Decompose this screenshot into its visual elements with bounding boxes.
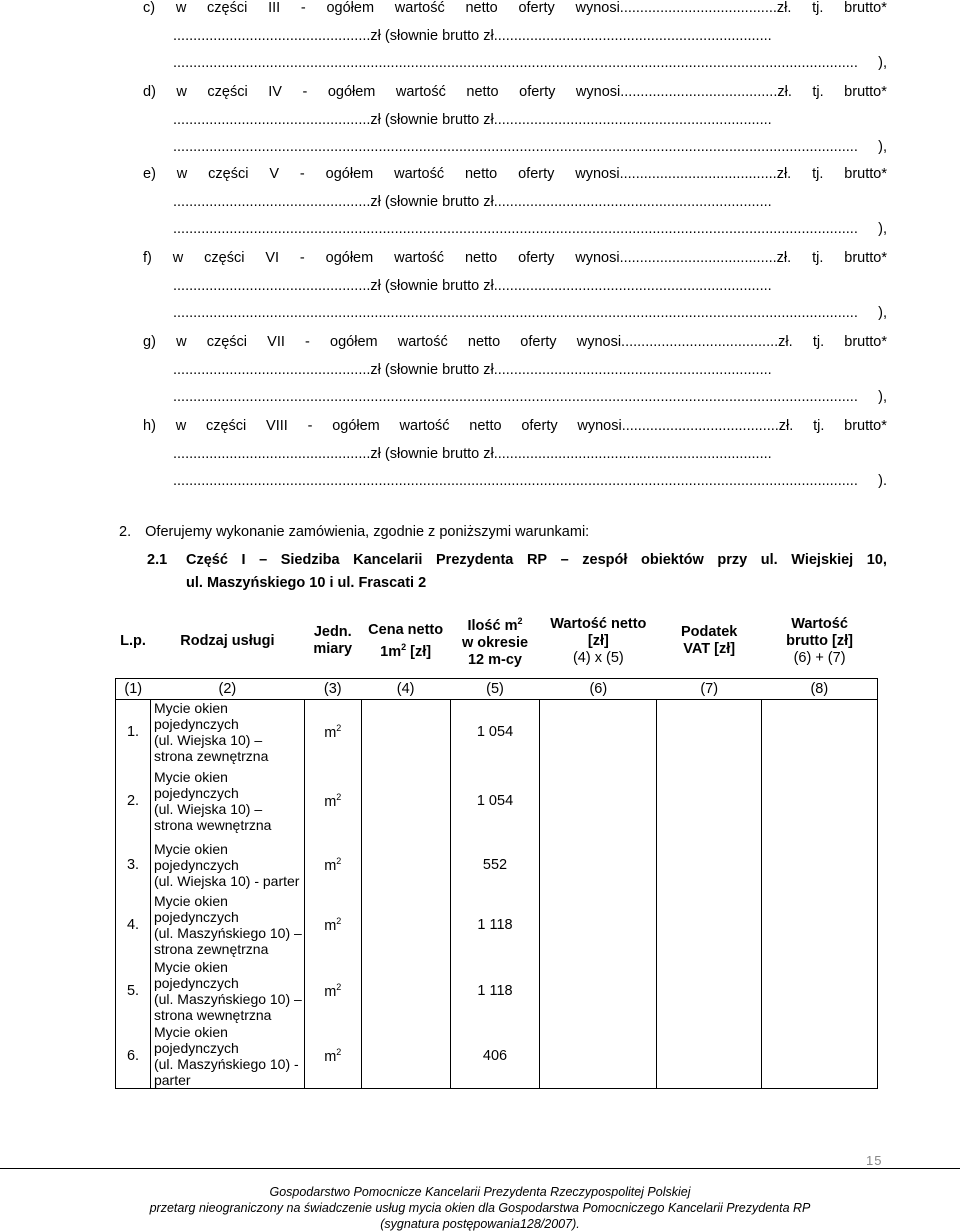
- header-rodzaj: Rodzaj usługi: [180, 632, 275, 649]
- subsection-word: obiektów: [640, 552, 704, 568]
- part-word-wartosc: wartość: [394, 166, 445, 182]
- header-ilosc-line1: Ilość m: [467, 617, 518, 634]
- subsection-word: –: [259, 552, 268, 568]
- part-word-ogolem: ogółem: [325, 166, 374, 182]
- cell-desc-line: pojedynczych: [153, 974, 239, 991]
- part-word-czesci: części: [204, 250, 245, 266]
- subsection-word: I: [241, 552, 246, 568]
- colnum-6: (6): [540, 679, 657, 700]
- cell-desc-line: (ul. Maszyńskiego 10) –: [153, 990, 302, 1007]
- part-word-netto: netto: [467, 334, 501, 350]
- cell-unit: $m^2$: [304, 1024, 361, 1089]
- header-ilosc-line2: w okresie: [461, 634, 529, 651]
- part-word-oferty: oferty: [518, 0, 555, 16]
- part-roman: VII: [267, 334, 285, 350]
- colnum-2: (2): [150, 679, 304, 700]
- cell-desc-line: pojedynczych: [153, 909, 239, 925]
- part-word-w: w: [176, 84, 187, 100]
- part-1: [143, 84, 887, 164]
- cell-price: [361, 765, 450, 837]
- part-word-w: w: [176, 334, 187, 350]
- part-line-1: [143, 250, 887, 266]
- cell-desc-line: pojedynczych: [153, 784, 239, 801]
- cell-desc-line: (ul. Wiejska 10) - parter: [153, 872, 300, 889]
- cell-qty: 1 054: [450, 700, 540, 765]
- part-line-3: [173, 389, 887, 405]
- cell-qty: 552: [450, 837, 540, 893]
- cell-net-value: [540, 958, 657, 1024]
- cell-qty: 1 118: [450, 893, 540, 958]
- cell-unit: $m^2$: [304, 893, 361, 958]
- part-word-wynosi: wynosi.......................................zł.: [575, 166, 792, 182]
- header-lp: L.p.: [120, 632, 146, 649]
- part-word-brutto: brutto*: [844, 166, 887, 182]
- part-line-3-dots: ..........................................................................................................................................................................: [173, 221, 858, 237]
- part-roman: V: [269, 166, 280, 182]
- header-pod-line2: VAT [zł]: [683, 641, 736, 657]
- part-word-oferty: oferty: [521, 418, 558, 434]
- cell-desc-line: Mycie okien: [153, 1023, 228, 1040]
- header-cena-line1: Cena netto: [368, 621, 444, 638]
- table-row: [116, 765, 878, 837]
- header-ilosc: [450, 604, 540, 679]
- cell-desc-line: pojedynczych: [153, 1039, 239, 1056]
- cell-net-value: [540, 837, 657, 893]
- part-word-oferty: oferty: [518, 166, 555, 182]
- cell-desc-line: strona zewnętrzna: [153, 748, 269, 765]
- part-line-3-end: ),: [878, 221, 887, 237]
- subsection-word: Wiejskiej: [791, 552, 854, 568]
- part-roman: VIII: [266, 418, 288, 434]
- cell-unit: $m^2$: [304, 837, 361, 893]
- part-word-netto: netto: [465, 0, 498, 16]
- part-word-brutto: brutto*: [844, 84, 887, 100]
- part-line-3: [173, 55, 887, 71]
- section-2-text: Oferujemy wykonanie zamówienia, zgodnie z poniższymi warunkami:: [145, 524, 590, 540]
- subsection-line-1: [147, 552, 887, 568]
- part-word-tj: tj.: [812, 166, 824, 182]
- cell-vat: [657, 700, 762, 765]
- header-wn-line3: (4) x (5): [572, 649, 624, 666]
- cell-desc-line: Mycie okien: [153, 840, 228, 857]
- part-word-czesci: części: [205, 418, 247, 434]
- cell-vat: [657, 958, 762, 1024]
- part-word-wartosc: wartość: [395, 84, 446, 100]
- header-ilosc-sup: 2: [517, 616, 523, 627]
- cell-price: [361, 837, 450, 893]
- part-line-3-dots: ..........................................................................................................................................................................: [173, 473, 858, 489]
- subsection-word: 10,: [866, 552, 887, 568]
- part-word-ogolem: ogółem: [327, 84, 376, 100]
- part-word-dash: -: [300, 0, 306, 16]
- part-word-wartosc: wartość: [397, 334, 448, 350]
- part-line-3-end: ),: [878, 139, 887, 155]
- header-wb-line3: (6) + (7): [793, 649, 846, 666]
- cell-desc-line: (ul. Wiejska 10) –: [153, 800, 263, 817]
- part-word-brutto: brutto*: [844, 0, 887, 16]
- cell-gross-value: [762, 700, 878, 765]
- cell-net-value: [540, 700, 657, 765]
- part-word-dash: -: [299, 250, 305, 266]
- cell-desc: [150, 958, 304, 1024]
- colnum-7: (7): [657, 679, 762, 700]
- cell-desc-line: strona wewnętrzna: [153, 816, 272, 833]
- subsection-word: zespół: [582, 552, 628, 568]
- header-podatek: [657, 604, 762, 679]
- part-0: [143, 0, 887, 80]
- part-word-wartosc: wartość: [399, 418, 450, 434]
- part-letter: d): [143, 84, 156, 100]
- subsection-2-1-title: [147, 552, 887, 591]
- part-word-w: w: [175, 418, 187, 434]
- part-line-2: .................................................zł (słownie brutto zł.....................................................................: [173, 28, 772, 44]
- cell-unit: $m^2$: [304, 700, 361, 765]
- part-roman: VI: [265, 250, 280, 266]
- cell-price: [361, 893, 450, 958]
- part-line-3: [173, 221, 887, 237]
- part-word-w: w: [175, 0, 187, 16]
- part-line-3-end: ),: [878, 305, 887, 321]
- header-cena-line2b: [zł]: [406, 643, 432, 660]
- cell-price: [361, 958, 450, 1024]
- colnum-1: (1): [116, 679, 151, 700]
- cell-lp: 3.: [116, 837, 151, 893]
- cell-qty: 1 118: [450, 958, 540, 1024]
- part-line-1: [143, 334, 887, 350]
- part-line-1: [143, 84, 887, 100]
- cell-lp: 6.: [116, 1024, 151, 1089]
- part-roman: III: [268, 0, 281, 16]
- cell-unit: $m^2$: [304, 765, 361, 837]
- cell-desc: [150, 837, 304, 893]
- part-word-tj: tj.: [812, 250, 824, 266]
- subsection-number: 2.1 Część: [147, 552, 228, 568]
- cell-qty: 406: [450, 1024, 540, 1089]
- cell-net-value: [540, 765, 657, 837]
- part-word-brutto: brutto*: [844, 418, 887, 434]
- part-word-ogolem: ogółem: [332, 418, 380, 434]
- cell-lp: 2.: [116, 765, 151, 837]
- column-numbers-row: [116, 679, 878, 700]
- part-line-3-end: ),: [878, 55, 887, 71]
- part-word-czesci: części: [207, 0, 248, 16]
- part-word-oferty: oferty: [519, 84, 556, 100]
- part-letter: f): [143, 250, 152, 266]
- part-word-tj: tj.: [812, 84, 824, 100]
- part-word-czesci: części: [208, 166, 249, 182]
- section-2: [119, 524, 589, 540]
- cell-gross-value: [762, 765, 878, 837]
- header-cena: [361, 604, 450, 679]
- part-word-netto: netto: [464, 250, 498, 266]
- cell-desc-line: pojedynczych: [153, 856, 239, 873]
- cell-net-value: [540, 893, 657, 958]
- header-cena-line2: 1m: [380, 643, 402, 660]
- part-word-wynosi: wynosi.......................................zł.: [575, 250, 792, 266]
- part-word-dash: -: [305, 334, 310, 350]
- cell-desc: [150, 700, 304, 765]
- part-line-3-end: ).: [878, 473, 887, 489]
- cell-price: [361, 700, 450, 765]
- part-4: [143, 334, 887, 414]
- part-word-wynosi: wynosi.......................................zł.: [575, 0, 792, 16]
- part-word-w: w: [176, 166, 188, 182]
- cell-desc-line: (ul. Maszyńskiego 10) -: [153, 1055, 299, 1072]
- part-word-ogolem: ogółem: [326, 0, 375, 16]
- part-roman: IV: [268, 84, 282, 100]
- part-3: [143, 250, 887, 330]
- part-word-brutto: brutto*: [844, 250, 887, 266]
- cell-vat: [657, 765, 762, 837]
- footer: [0, 1184, 960, 1232]
- footer-divider: [0, 1168, 960, 1169]
- header-ilosc-line3: 12 m-cy: [467, 651, 522, 668]
- header-cena-sup: 2: [401, 641, 407, 652]
- table-header-row: [116, 604, 878, 679]
- part-letter: c): [143, 0, 156, 16]
- part-line-3-dots: ..........................................................................................................................................................................: [173, 139, 858, 155]
- colnum-5: (5): [450, 679, 540, 700]
- colnum-8: (8): [762, 679, 878, 700]
- table-row: [116, 893, 878, 958]
- cell-lp: 4.: [116, 893, 151, 958]
- colnum-3: (3): [304, 679, 361, 700]
- section-2-number: 2.: [119, 524, 132, 540]
- subsection-word: Kancelarii: [353, 552, 423, 568]
- header-wb-line1: Wartość: [791, 615, 848, 632]
- part-word-netto: netto: [466, 84, 499, 100]
- page-number: 15: [866, 1153, 883, 1168]
- subsection-word: Siedziba: [280, 552, 340, 568]
- footer-line-1: Gospodarstwo Pomocnicze Kancelarii Prezydenta Rzeczypospolitej Polskiej: [269, 1185, 691, 1199]
- header-wartosc-netto: [540, 604, 657, 679]
- cell-lp: 5.: [116, 958, 151, 1024]
- part-line-2: .................................................zł (słownie brutto zł.....................................................................: [173, 278, 772, 294]
- part-word-ogolem: ogółem: [325, 250, 374, 266]
- header-jedn: [304, 604, 361, 679]
- subsection-word: Prezydenta: [436, 552, 514, 568]
- part-word-wartosc: wartość: [394, 0, 445, 16]
- part-word-netto: netto: [464, 166, 498, 182]
- cell-desc-line: strona wewnętrzna: [153, 1006, 272, 1023]
- cell-qty: 1 054: [450, 765, 540, 837]
- cell-vat: [657, 893, 762, 958]
- header-wartosc-brutto: [762, 604, 878, 679]
- part-word-tj: tj.: [813, 418, 825, 434]
- part-line-3-dots: ..........................................................................................................................................................................: [173, 389, 858, 405]
- cell-desc-line: (ul. Wiejska 10) –: [153, 732, 263, 749]
- cell-desc-line: Mycie okien: [153, 768, 228, 785]
- part-line-3: [173, 139, 887, 155]
- cell-desc-line: Mycie okien: [153, 958, 228, 975]
- cell-desc-line: Mycie okien: [153, 700, 228, 717]
- cell-desc-line: parter: [153, 1071, 191, 1088]
- cell-gross-value: [762, 1024, 878, 1089]
- cell-price: [361, 1024, 450, 1089]
- colnum-4: (4): [361, 679, 450, 700]
- part-line-3: [173, 305, 887, 321]
- part-5: [143, 418, 887, 498]
- part-line-3-dots: ..........................................................................................................................................................................: [173, 55, 858, 71]
- part-word-czesci: części: [207, 84, 248, 100]
- part-word-dash: -: [299, 166, 305, 182]
- part-2: [143, 166, 887, 246]
- header-jedn-line1: Jedn.: [313, 624, 352, 640]
- part-line-2: .................................................zł (słownie brutto zł.....................................................................: [173, 194, 772, 210]
- cell-gross-value: [762, 837, 878, 893]
- part-word-ogolem: ogółem: [330, 334, 378, 350]
- subsection-word: –: [560, 552, 569, 568]
- part-word-wynosi: wynosi.......................................zł.: [576, 334, 793, 350]
- cell-gross-value: [762, 893, 878, 958]
- table-row: [116, 1024, 878, 1089]
- subsection-word: RP: [526, 552, 548, 568]
- subsection-word: ul.: [760, 552, 778, 568]
- part-letter: h): [143, 418, 156, 434]
- footer-line-2: przetarg nieograniczony na świadczenie usług mycia okien dla Gospodarstwa Pomocniczego Kancelarii Prezydenta RP: [149, 1201, 811, 1215]
- part-word-netto: netto: [469, 418, 502, 434]
- part-word-oferty: oferty: [520, 334, 557, 350]
- table-row: [116, 958, 878, 1024]
- subsection-line-2: ul. Maszyńskiego 10 i ul. Frascati 2: [186, 575, 427, 591]
- part-word-wynosi: wynosi.......................................zł.: [577, 418, 794, 434]
- part-line-3-dots: ..........................................................................................................................................................................: [173, 305, 858, 321]
- part-line-1: [143, 0, 887, 16]
- part-line-2: .................................................zł (słownie brutto zł.....................................................................: [173, 362, 772, 378]
- cell-desc: [150, 893, 304, 958]
- table-row: [116, 837, 878, 893]
- part-word-oferty: oferty: [518, 250, 555, 266]
- part-line-2: .................................................zł (słownie brutto zł.....................................................................: [173, 446, 772, 462]
- cell-desc-line: pojedynczych: [153, 716, 239, 733]
- header-wb-line2: brutto [zł]: [786, 632, 853, 649]
- pricing-table: [115, 604, 878, 1089]
- part-line-3-end: ),: [878, 389, 887, 405]
- part-word-brutto: brutto*: [844, 334, 887, 350]
- part-word-w: w: [172, 250, 184, 266]
- cell-desc-line: Mycie okien: [153, 893, 228, 909]
- header-pod-line1: Podatek: [680, 624, 738, 640]
- cell-unit: $m^2$: [304, 958, 361, 1024]
- cell-desc: [150, 1024, 304, 1089]
- part-word-tj: tj.: [812, 334, 825, 350]
- part-line-1: [143, 166, 887, 182]
- subsection-word: przy: [717, 552, 748, 568]
- part-word-czesci: części: [206, 334, 247, 350]
- part-letter: g): [143, 334, 156, 350]
- part-word-dash: -: [307, 418, 313, 434]
- cell-desc: [150, 765, 304, 837]
- header-wn-line1: Wartość netto: [550, 615, 647, 632]
- part-word-tj: tj.: [812, 0, 824, 16]
- cell-gross-value: [762, 958, 878, 1024]
- part-letter: e): [143, 166, 156, 182]
- table-row: [116, 700, 878, 765]
- part-line-1: [143, 418, 887, 434]
- cell-desc-line: strona zewnętrzna: [153, 941, 269, 957]
- cell-desc-line: (ul. Maszyńskiego 10) –: [153, 925, 302, 941]
- footer-line-3: (sygnatura postępowania128/2007).: [380, 1217, 580, 1231]
- part-word-wartosc: wartość: [394, 250, 445, 266]
- cell-vat: [657, 1024, 762, 1089]
- cell-lp: 1.: [116, 700, 151, 765]
- part-line-2: .................................................zł (słownie brutto zł.....................................................................: [173, 112, 772, 128]
- part-line-3: [173, 473, 887, 489]
- cell-vat: [657, 837, 762, 893]
- cell-net-value: [540, 1024, 657, 1089]
- header-wn-line2: [zł]: [587, 632, 609, 649]
- header-jedn-line2: miary: [313, 641, 353, 657]
- part-word-wynosi: wynosi.......................................zł.: [575, 84, 792, 100]
- part-word-dash: -: [302, 84, 308, 100]
